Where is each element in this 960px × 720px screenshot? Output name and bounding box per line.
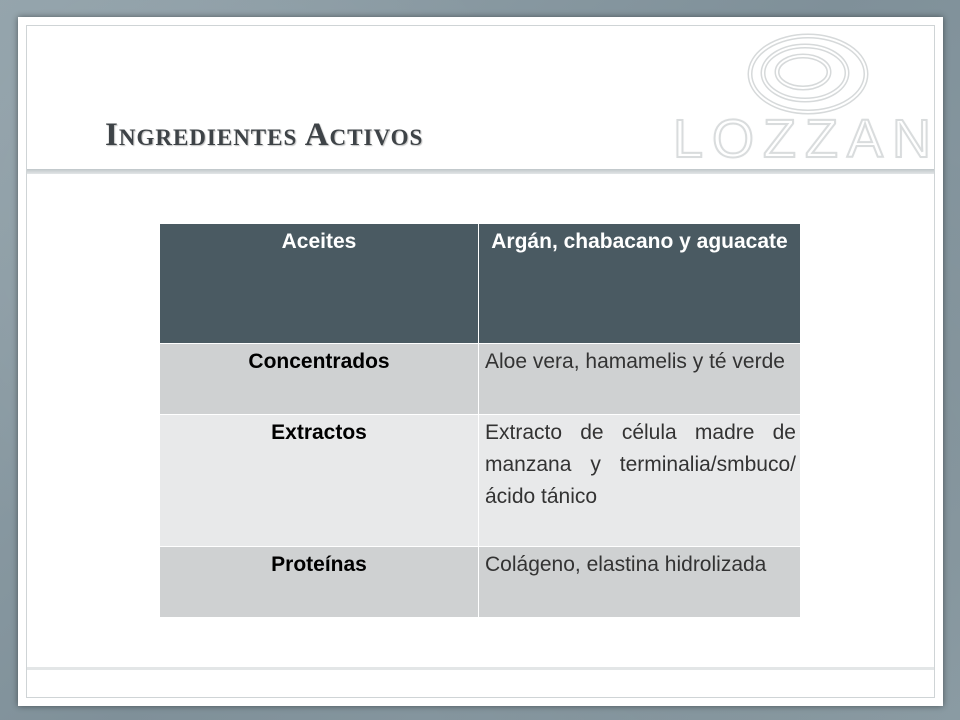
- table-header-row: [160, 224, 801, 344]
- table-row: [160, 547, 801, 618]
- title-divider: [27, 169, 934, 174]
- row-category-cell: Extractos: [160, 415, 479, 547]
- brand-logo: [673, 29, 941, 169]
- row-category-cell: Proteínas: [160, 547, 479, 618]
- slide-title: Ingredientes Activos: [105, 117, 424, 153]
- row-ingredients-cell: Colágeno, elastina hidrolizada: [479, 547, 801, 618]
- ingredients-table: [159, 223, 801, 618]
- row-ingredients-cell: Aloe vera, hamamelis y té verde: [479, 344, 801, 415]
- logo-wordmark: LOZZAN: [673, 109, 941, 169]
- row-ingredients-cell: Extracto de célula madre de manzana y terminalia/smbuco/ácido tánico: [479, 415, 801, 547]
- row-category-cell: Concentrados: [160, 344, 479, 415]
- concentric-circles-logo-icon: [743, 29, 873, 119]
- table-row: [160, 415, 801, 547]
- table-header: [160, 224, 801, 344]
- table-row: [160, 344, 801, 415]
- header-cell-ingredients: Argán, chabacano y aguacate: [479, 224, 801, 344]
- slide: [18, 17, 943, 706]
- header-cell-category: Aceites: [160, 224, 479, 344]
- footer-divider: [27, 667, 934, 670]
